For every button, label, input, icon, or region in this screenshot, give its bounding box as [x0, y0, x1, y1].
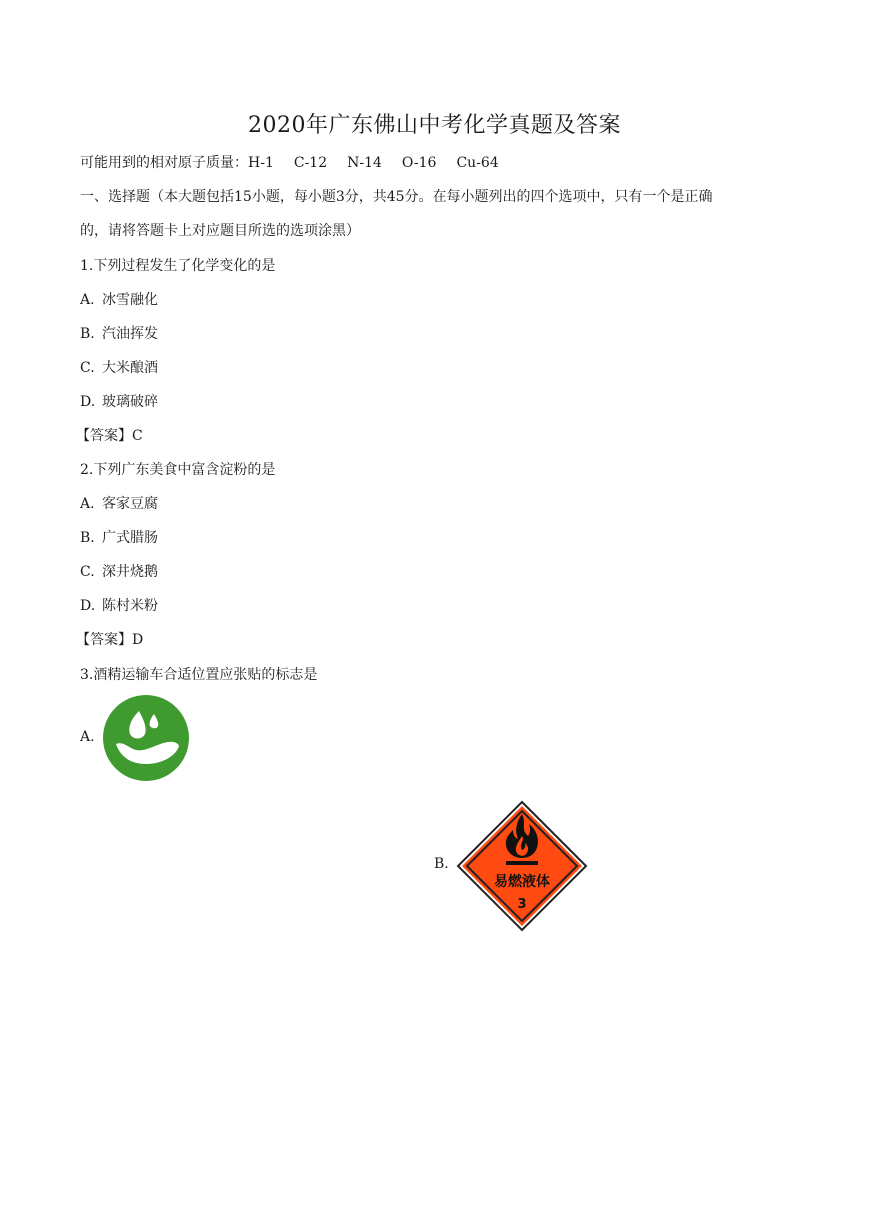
option-text: 汽油挥发 [102, 326, 158, 342]
atomic-mass-h: H-1 [248, 155, 274, 171]
question-1-stem: 1.下列过程发生了化学变化的是 [80, 258, 276, 274]
option-text: 冰雪融化 [102, 292, 158, 308]
question-1-option-d [80, 392, 158, 412]
question-2-answer: 【答案】D [76, 632, 144, 648]
section-instructions-line2: 的，请将答题卡上对应题目所选的选项涂黑） [80, 223, 360, 239]
atomic-mass-c: C-12 [293, 155, 328, 171]
flammable-liquid-label: 易燃液体 [494, 874, 550, 890]
option-text: 大米酿酒 [102, 360, 158, 376]
option-text: 客家豆腐 [102, 496, 158, 512]
water-sign-circle [103, 695, 189, 781]
question-3-option-b-label: B. [434, 856, 449, 872]
question-1-option-a [80, 290, 158, 310]
option-letter: A. [80, 496, 95, 512]
option-text: 深井烧鹅 [102, 564, 158, 580]
option-letter: A. [80, 292, 95, 308]
option-letter: C. [80, 360, 95, 376]
question-3-stem: 3.酒精运输车合适位置应张贴的标志是 [80, 667, 318, 683]
question-2-option-d [80, 596, 158, 616]
option-letter: B. [80, 530, 95, 546]
option-letter: D. [80, 598, 96, 614]
atomic-mass-cu: Cu-64 [456, 155, 499, 171]
option-text: 广式腊肠 [102, 530, 158, 546]
atomic-mass-o: O-16 [401, 155, 437, 171]
question-1-option-c [80, 358, 158, 378]
question-1-answer: 【答案】C [76, 428, 143, 444]
atomic-mass-n: N-14 [347, 155, 382, 171]
option-text: 陈村米粉 [102, 598, 158, 614]
atomic-mass-label: 可能用到的相对原子质量： [80, 155, 248, 171]
option-text: 玻璃破碎 [102, 394, 158, 410]
flammable-liquid-sign-icon [456, 800, 588, 932]
question-2-stem: 2.下列广东美食中富含淀粉的是 [80, 462, 276, 478]
question-2-option-a [80, 494, 158, 514]
question-2-option-b [80, 528, 158, 548]
option-letter: C. [80, 564, 95, 580]
question-2-option-c [80, 562, 158, 582]
option-letter: D. [80, 394, 96, 410]
option-letter: B. [80, 326, 95, 342]
flame-base-line [506, 861, 538, 865]
question-1-option-b [80, 324, 158, 344]
atomic-mass-row [80, 153, 519, 173]
section-instructions-line1: 一、选择题（本大题包括15小题，每小题3分，共45分。在每小题列出的四个选项中，只有一个是正确 [80, 189, 713, 205]
page-title: 2020年广东佛山中考化学真题及答案 [248, 113, 621, 138]
water-sign-icon [102, 694, 190, 782]
hazard-class-number: 3 [517, 897, 527, 912]
question-3-option-a-label: A. [80, 729, 95, 745]
